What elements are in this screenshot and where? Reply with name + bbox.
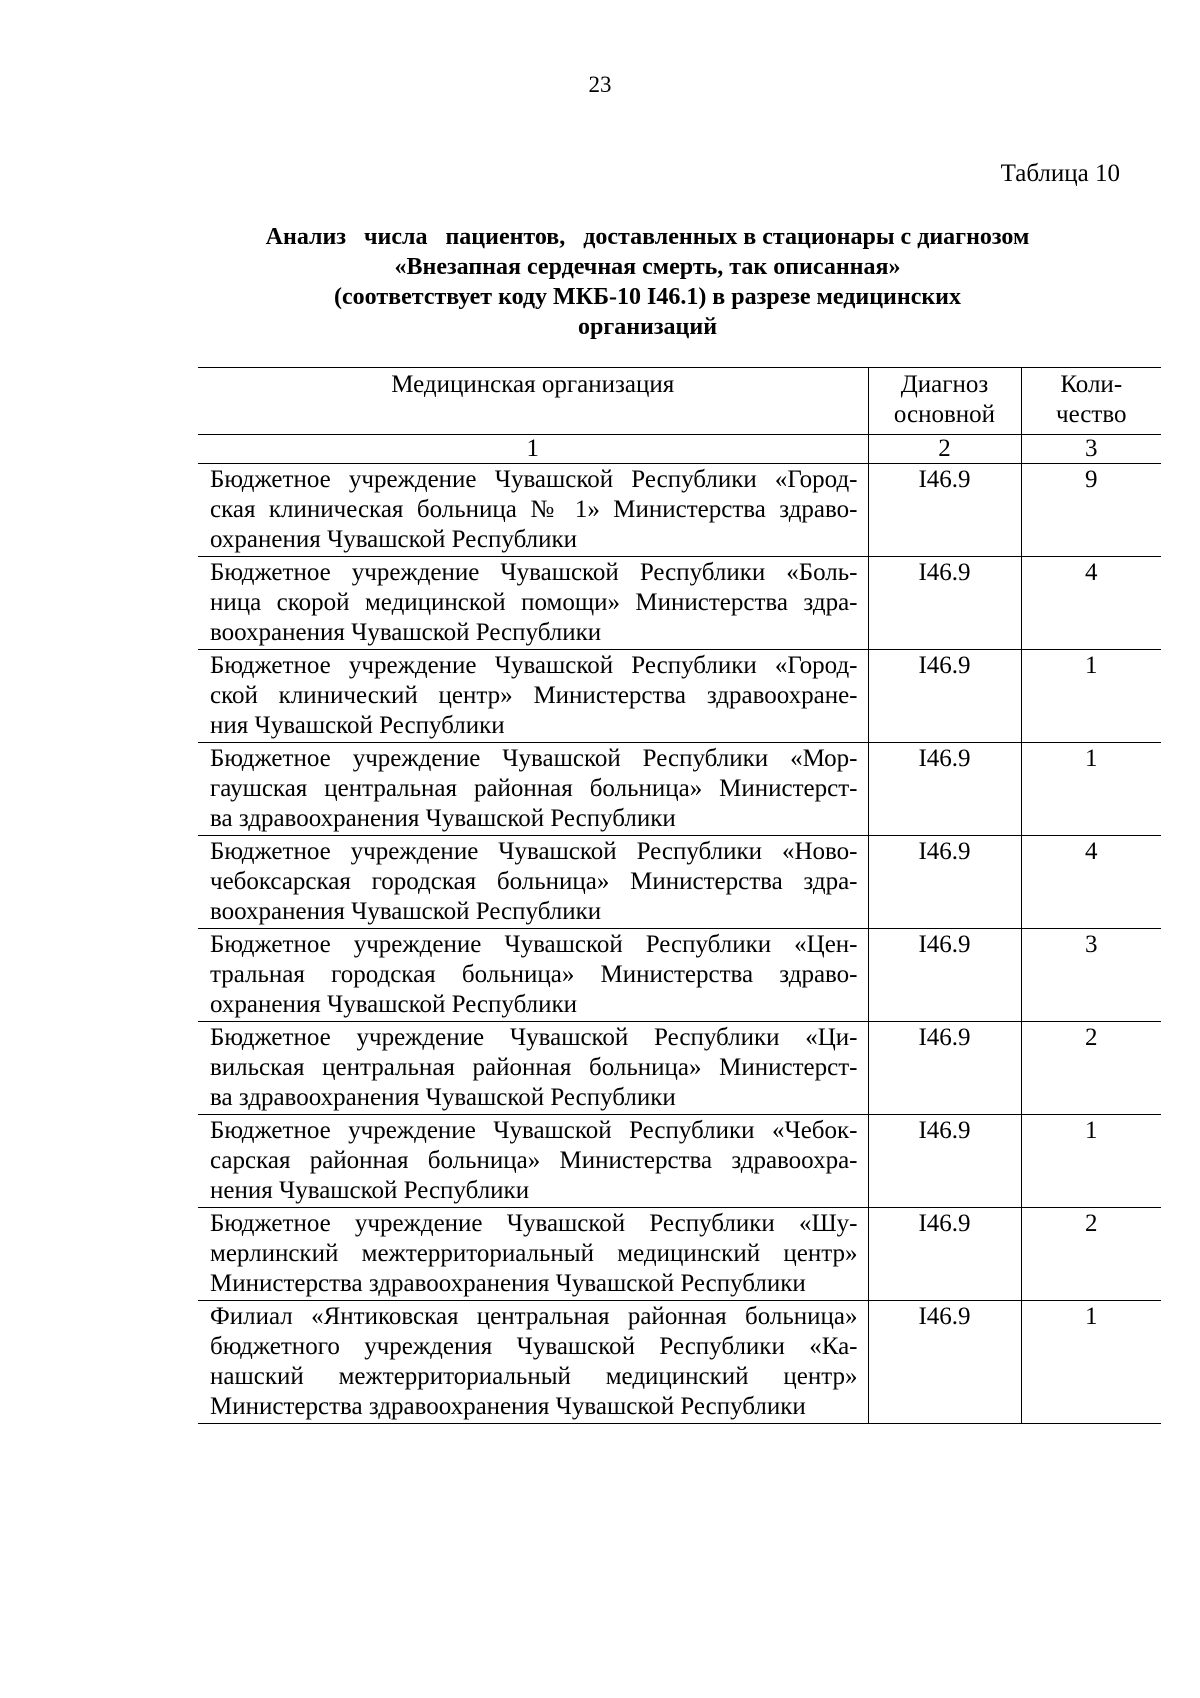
cell-count: 1 (1021, 743, 1161, 836)
cell-diagnosis: I46.9 (868, 929, 1021, 1022)
table-row (198, 1208, 1161, 1301)
title-line: организаций (577, 314, 718, 340)
organization-line: охранения Чувашской Республики (210, 526, 578, 553)
organization-line: мерлинский межтерриториальный медицинский центр» (210, 1240, 858, 1267)
organization-line: Бюджетное учреждение Чувашской Республики «Боль- (210, 559, 858, 586)
cell-organization (198, 557, 868, 650)
organization-line: Бюджетное учреждение Чувашской Республики «Ново- (210, 838, 858, 865)
cell-organization (198, 464, 868, 557)
cell-organization (198, 929, 868, 1022)
data-table (198, 367, 1161, 1424)
organization-line: воохранения Чувашской Республики (210, 619, 602, 646)
organization-line: Бюджетное учреждение Чувашской Республики «Ци- (210, 1024, 858, 1051)
title-line: Анализ числа пациентов, доставленных в стационары с диагнозом (265, 224, 1030, 250)
table-body (198, 464, 1161, 1424)
organization-line: Министерства здравоохранения Чувашской Республики (210, 1393, 806, 1420)
column-number: 2 (868, 435, 1021, 464)
organization-line: Бюджетное учреждение Чувашской Республики «Шу- (210, 1210, 858, 1237)
organization-line: воохранения Чувашской Республики (210, 898, 602, 925)
organization-line: нашский межтерриториальный медицинский центр» (210, 1363, 858, 1390)
title-line: «Внезапная сердечная смерть, так описанная» (394, 254, 901, 280)
organization-line: ская клиническая больница № 1» Министерства здраво- (210, 496, 858, 523)
cell-diagnosis: I46.9 (868, 1208, 1021, 1301)
organization-line: Бюджетное учреждение Чувашской Республики «Мор- (210, 745, 858, 772)
organization-line: Бюджетное учреждение Чувашской Республики «Город- (210, 652, 858, 679)
organization-line: ница скорой медицинской помощи» Министерства здра- (210, 589, 858, 616)
cell-diagnosis: I46.9 (868, 1115, 1021, 1208)
header-count (1021, 368, 1161, 435)
cell-count: 2 (1021, 1208, 1161, 1301)
document-title (200, 222, 1095, 342)
header-diagnosis-line: основной (893, 401, 996, 428)
cell-diagnosis: I46.9 (868, 1301, 1021, 1424)
organization-line: ва здравоохранения Чувашской Республики (210, 805, 676, 832)
table-caption: Таблица 10 (1000, 160, 1120, 187)
title-line: (соответствует коду МКБ-10 I46.1) в разрезе медицинских (334, 284, 961, 310)
organization-line: чебоксарская городская больница» Министерства здра- (210, 868, 858, 895)
table-row (198, 557, 1161, 650)
cell-diagnosis: I46.9 (868, 743, 1021, 836)
cell-count: 2 (1021, 1022, 1161, 1115)
organization-line: ния Чувашской Республики (210, 712, 505, 739)
cell-count: 9 (1021, 464, 1161, 557)
organization-line: ской клинический центр» Министерства здравоохране- (210, 682, 858, 709)
table-row (198, 1022, 1161, 1115)
cell-diagnosis: I46.9 (868, 464, 1021, 557)
organization-line: вильская центральная районная больница» Министерст- (210, 1054, 858, 1081)
table-row (198, 1115, 1161, 1208)
organization-line: тральная городская больница» Министерства здраво- (210, 961, 858, 988)
table-row (198, 836, 1161, 929)
page-number: 23 (588, 72, 612, 97)
cell-organization (198, 1208, 868, 1301)
organization-line: гаушская центральная районная больница» Министерст- (210, 775, 858, 802)
organization-line: ва здравоохранения Чувашской Республики (210, 1084, 676, 1111)
table-row (198, 1301, 1161, 1424)
organization-line: нения Чувашской Республики (210, 1177, 530, 1204)
cell-diagnosis: I46.9 (868, 557, 1021, 650)
header-organization: Медицинская организация (198, 368, 868, 435)
cell-count: 3 (1021, 929, 1161, 1022)
table-row (198, 650, 1161, 743)
organization-line: Министерства здравоохранения Чувашской Республики (210, 1270, 806, 1297)
column-number-row (198, 435, 1161, 464)
organization-line: Бюджетное учреждение Чувашской Республики «Город- (210, 466, 858, 493)
table-row (198, 464, 1161, 557)
cell-diagnosis: I46.9 (868, 650, 1021, 743)
cell-organization (198, 650, 868, 743)
header-diagnosis (868, 368, 1021, 435)
organization-line: бюджетного учреждения Чувашской Республики «Ка- (210, 1333, 858, 1360)
cell-count: 4 (1021, 557, 1161, 650)
cell-organization (198, 836, 868, 929)
organization-line: сарская районная больница» Министерства здравоохра- (210, 1147, 858, 1174)
cell-diagnosis: I46.9 (868, 1022, 1021, 1115)
header-diagnosis-line: Диагноз (900, 371, 989, 398)
cell-count: 1 (1021, 650, 1161, 743)
header-count-line: Коли- (1060, 371, 1123, 398)
header-count-line: чество (1056, 401, 1127, 428)
table-row (198, 929, 1161, 1022)
cell-organization (198, 743, 868, 836)
cell-organization (198, 1301, 868, 1424)
organization-line: охранения Чувашской Республики (210, 991, 578, 1018)
organization-line: Бюджетное учреждение Чувашской Республики «Цен- (210, 931, 858, 958)
cell-organization (198, 1022, 868, 1115)
organization-line: Филиал «Янтиковская центральная районная больница» (210, 1303, 858, 1330)
table-row (198, 743, 1161, 836)
table-header-row (198, 368, 1161, 435)
column-number: 1 (198, 435, 868, 464)
cell-count: 4 (1021, 836, 1161, 929)
cell-organization (198, 1115, 868, 1208)
column-number: 3 (1021, 435, 1161, 464)
cell-count: 1 (1021, 1115, 1161, 1208)
organization-line: Бюджетное учреждение Чувашской Республики «Чебок- (210, 1117, 858, 1144)
cell-diagnosis: I46.9 (868, 836, 1021, 929)
cell-count: 1 (1021, 1301, 1161, 1424)
